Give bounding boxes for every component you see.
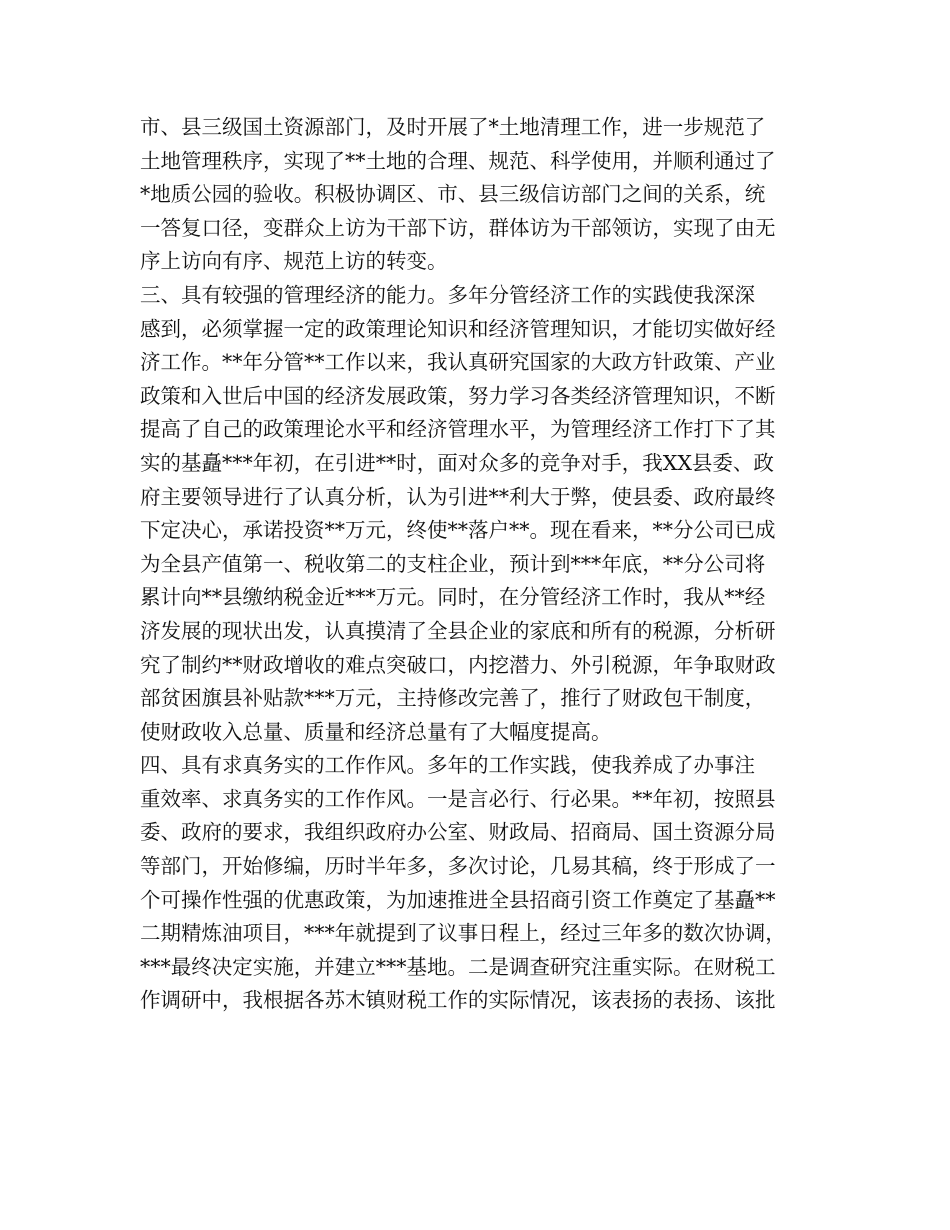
document-body: [140, 111, 830, 1018]
text-line: 下定决心，承诺投资**万元，终使**落户**。现在看来，**分公司已成: [140, 518, 776, 543]
text-line: *地质公园的验收。积极协调区、市、县三级信访部门之间的关系，统: [140, 182, 766, 207]
text-line: 为全县产值第一、税收第二的支柱企业，预计到***年底，**分公司将: [140, 551, 766, 576]
text-line: ***最终决定实施，并建立***基地。二是调查研究注重实际。在财税工: [140, 954, 776, 979]
text-line: 提高了自己的政策理论水平和经济管理水平，为管理经济工作打下了其: [140, 417, 776, 442]
text-line: 市、县三级国土资源部门，及时开展了*土地清理工作，进一步规范了: [140, 115, 766, 139]
text-line: 政策和入世后中国的经济发展政策，努力学习各类经济管理知识，不断: [140, 383, 776, 408]
text-line: 委、政府的要求，我组织政府办公室、财政局、招商局、国土资源分局: [140, 820, 776, 845]
section-heading-line: 四、具有求真务实的工作作风。多年的工作实践，使我养成了办事注: [140, 753, 755, 778]
text-line: 累计向**县缴纳税金近***万元。同时，在分管经济工作时，我从**经: [140, 585, 766, 610]
text-line: 个可操作性强的优惠政策，为加速推进全县招商引资工作奠定了基矗**: [140, 887, 776, 912]
text-line: 实的基矗***年初，在引进**时，面对众多的竞争对手，我XX县委、政: [140, 450, 774, 475]
text-line: 土地管理秩序，实现了**土地的合理、规范、科学使用，并顺利通过了: [140, 148, 776, 173]
section-heading-line: 三、具有较强的管理经济的能力。多年分管经济工作的实践使我深深: [140, 282, 755, 307]
text-line: 二期精炼油项目，***年就提到了议事日程上，经过三年多的数次协调，: [140, 921, 786, 946]
text-line: 部贫困旗县补贴款***万元，主持修改完善了，推行了财政包干制度，: [140, 686, 766, 711]
text-line: 重效率、求真务实的工作作风。一是言必行、行必果。**年初，按照县: [140, 786, 776, 811]
text-line: 感到，必须掌握一定的政策理论知识和经济管理知识，才能切实做好经: [140, 316, 776, 341]
text-line: 究了制约**财政增收的难点突破口，内挖潜力、外引税源，年争取财政: [140, 652, 776, 677]
text-line: 使财政收入总量、质量和经济总量有了大幅度提高。: [140, 719, 612, 744]
text-line: 一答复口径，变群众上访为干部下访，群体访为干部领访，实现了由无: [140, 215, 776, 240]
text-line: 作调研中，我根据各苏木镇财税工作的实际情况，该表扬的表扬、该批: [140, 988, 776, 1013]
text-line: 序上访向有序、规范上访的转变。: [140, 249, 448, 274]
text-line: 济发展的现状出发，认真摸清了全县企业的家底和所有的税源，分析研: [140, 618, 776, 643]
text-line: 等部门，开始修编，历时半年多，多次讨论，几易其稿，终于形成了一: [140, 854, 776, 879]
text-line: 府主要领导进行了认真分析，认为引进**利大于弊，使县委、政府最终: [140, 484, 776, 509]
text-line: 济工作。**年分管**工作以来，我认真研究国家的大政方针政策、产业: [140, 350, 776, 375]
